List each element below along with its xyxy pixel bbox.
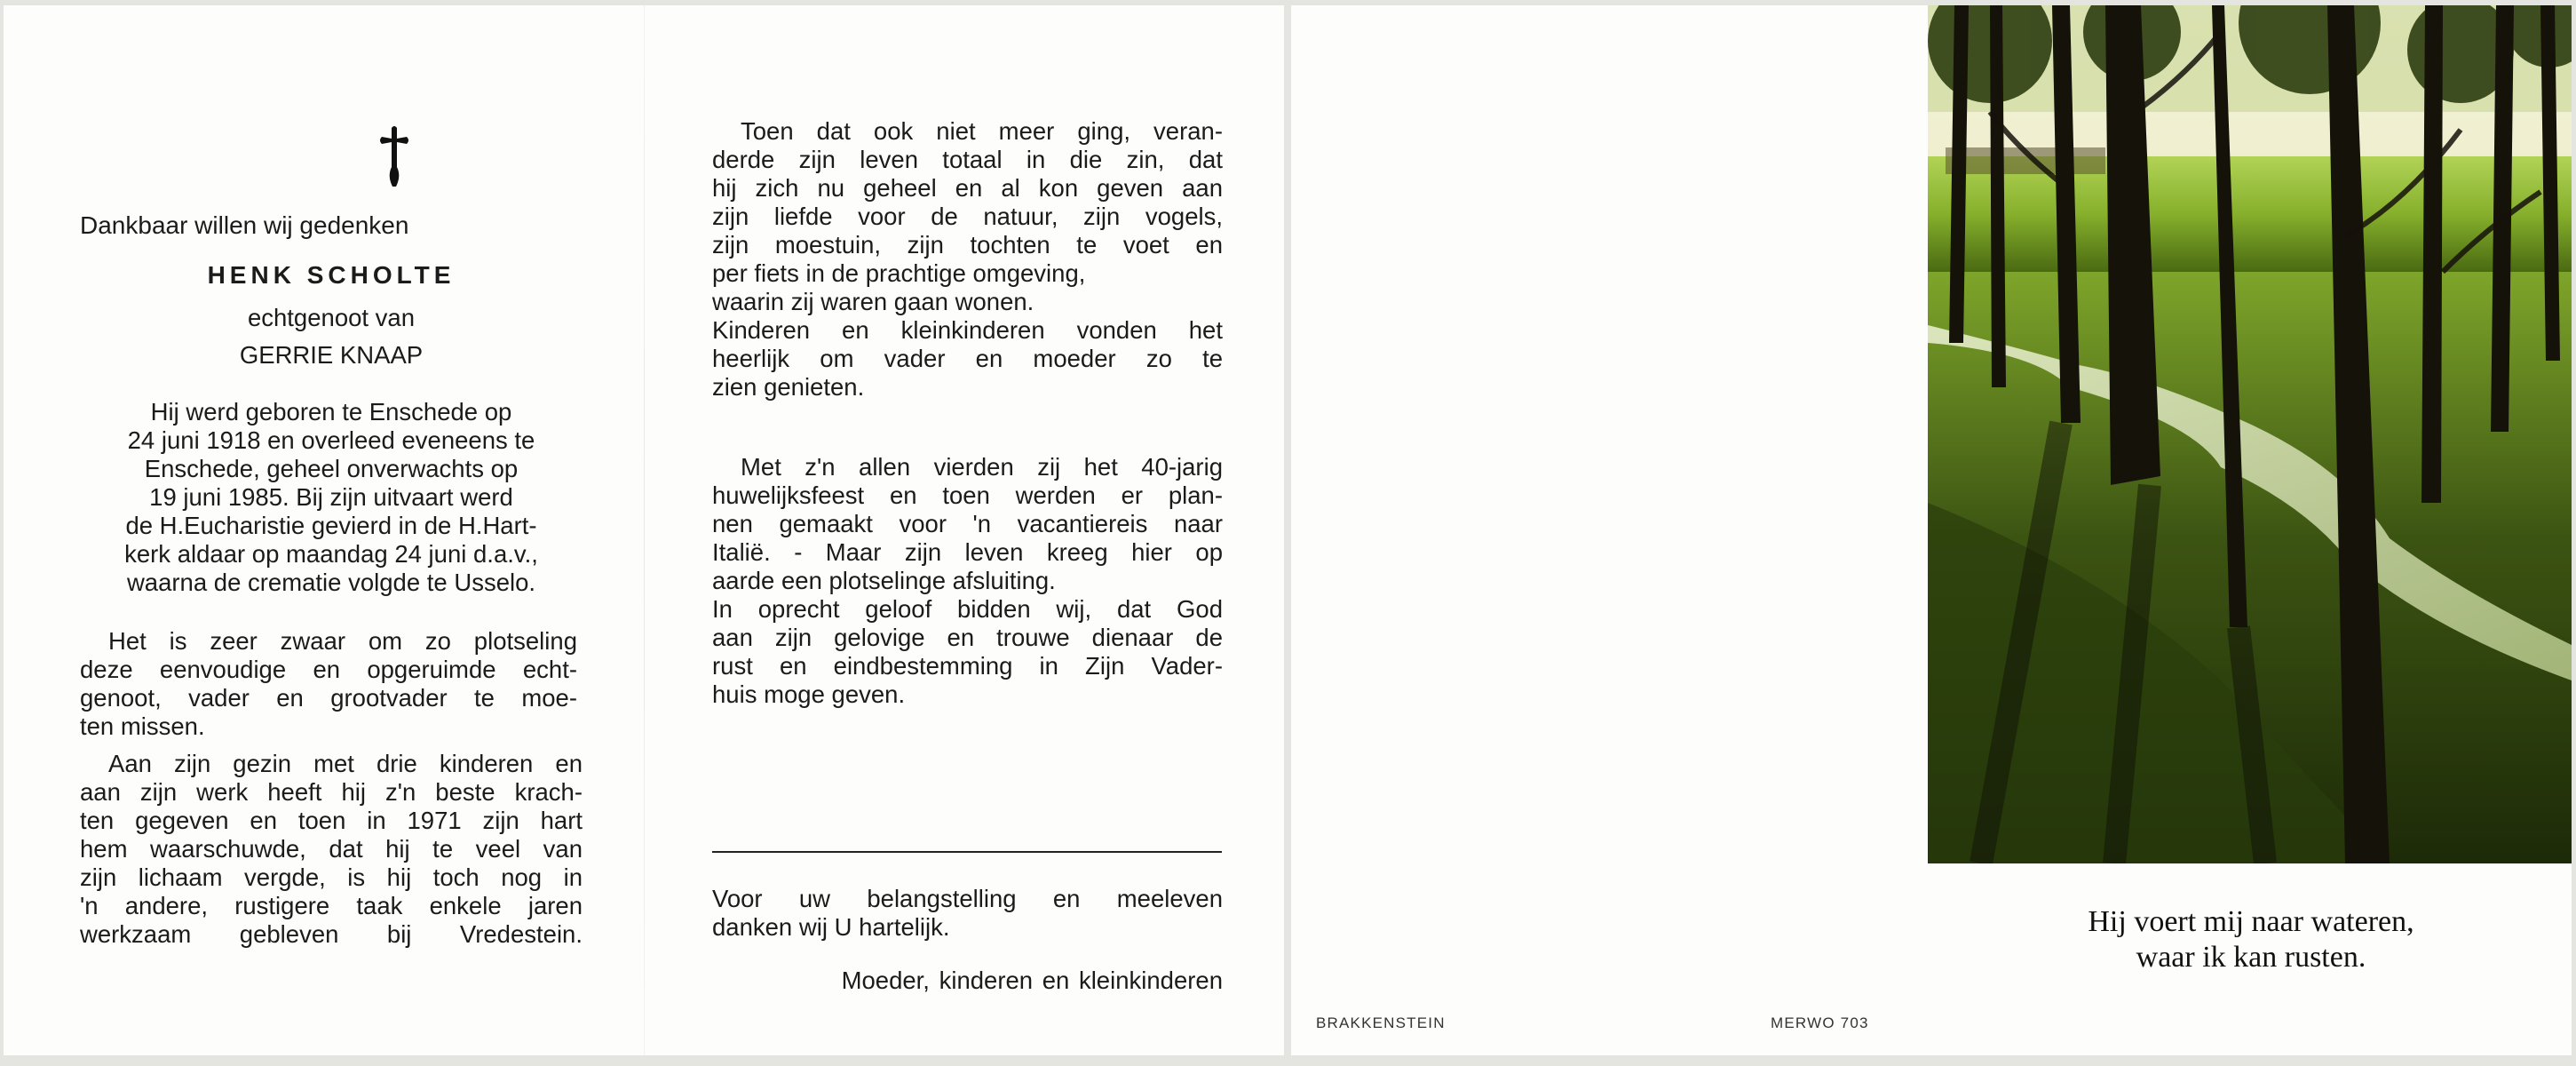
text-line: 24 juni 1918 en overleed eveneens te (127, 426, 535, 454)
product-code: MERWO 703 (1771, 1014, 1869, 1031)
paragraph-anniversary (712, 453, 1223, 709)
text-line: rust en eindbestemming in Zijn Vader- (712, 652, 1223, 680)
intro-text: Dankbaar willen wij gedenken (80, 211, 409, 239)
text-line: Italië. - Maar zijn leven kreeg hier op (712, 538, 1223, 566)
text-line: per fiets in de prachtige omgeving, (712, 259, 1086, 287)
thanks-text (712, 885, 1223, 942)
text-line: hij zich nu geheel en al kon geven aan (712, 174, 1223, 202)
divider-line (712, 851, 1222, 853)
text-line: nen gemaakt voor 'n vacantiereis naar (712, 510, 1223, 537)
paragraph-missing (80, 627, 577, 741)
left-page (4, 5, 1284, 1055)
publisher-label: BRAKKENSTEIN (1316, 1014, 1446, 1031)
text-line: 19 juni 1985. Bij zijn uitvaart werd (149, 483, 513, 511)
text-line: In oprecht geloof bidden wij, dat God (712, 595, 1223, 623)
text-line: ten gegeven en toen in 1971 zijn hart (80, 807, 583, 834)
text-line: waarin zij waren gaan wonen. (712, 288, 1034, 315)
spouse-label: echtgenoot van (247, 304, 416, 331)
paragraph-nature (712, 117, 1223, 402)
text-line: Aan zijn gezin met drie kinderen en (108, 750, 583, 777)
text-line: Voor uw belangstelling en meeleven (712, 885, 1223, 912)
text-line: heerlijk om vader en moeder zo te (712, 345, 1223, 372)
text-line: 'n andere, rustigere taak enkele jaren (80, 892, 583, 919)
text-line: zijn liefde voor de natuur, zijn vogels, (712, 203, 1223, 230)
text-line: Toen dat ook niet meer ging, veran- (741, 117, 1223, 145)
text-line: Enschede, geheel onverwachts op (144, 455, 519, 482)
text-line: deze eenvoudige en opgeruimde echt- (80, 656, 577, 683)
text-line: Het is zeer zwaar om zo plotseling (108, 627, 577, 655)
text-line: aan zijn werk heeft hij z'n beste krach- (80, 778, 583, 806)
text-line: derde zijn leven totaal in die zin, dat (712, 146, 1223, 173)
paragraph-birth (75, 398, 588, 597)
text-line: hem waarschuwde, dat hij te veel van (80, 835, 583, 863)
text-line: danken wij U hartelijk. (712, 913, 950, 941)
text-line: huis moge geven. (712, 680, 906, 708)
text-line: Met z'n allen vierden zij het 40-jarig (741, 453, 1223, 481)
text-line: huwelijksfeest en toen werden er plan- (712, 481, 1223, 509)
text-line: genoot, vader en grootvader te moe- (80, 684, 577, 712)
paragraph-work (80, 750, 583, 949)
text-line: werkzaam gebleven bij Vredestein. (80, 920, 583, 948)
text-line: kerk aldaar op maandag 24 juni d.a.v., (124, 540, 538, 568)
spouse-name: GERRIE KNAAP (239, 341, 424, 369)
right-page (1291, 5, 2572, 1055)
text-line: Hij werd geboren te Enschede op (150, 398, 512, 426)
caption (1930, 904, 2572, 975)
text-line: zien genieten. (712, 373, 865, 401)
text-line: de H.Eucharistie gevierd in de H.Hart- (125, 512, 537, 539)
text-line: aan zijn gelovige en trouwe dienaar de (712, 624, 1223, 651)
text-line: zijn moestuin, zijn tochten te voet en (712, 231, 1223, 259)
cross-icon (376, 124, 412, 188)
signature-text: Moeder, kinderen en kleinkinderen (841, 967, 1223, 994)
caption-line: waar ik kan rusten. (2136, 941, 2366, 974)
text-line: zijn lichaam vergde, is hij toch nog in (80, 863, 583, 891)
deceased-name: HENK SCHOLTE (207, 261, 456, 289)
fold-line (644, 5, 645, 1055)
caption-line: Hij voert mij naar wateren, (2088, 905, 2414, 938)
text-line: Kinderen en kleinkinderen vonden het (712, 316, 1223, 344)
text-line: aarde een plotselinge afsluiting. (712, 567, 1056, 594)
landscape-photo (1928, 5, 2572, 863)
text-line: ten missen. (80, 712, 205, 740)
text-line: waarna de crematie volgde te Usselo. (126, 569, 536, 596)
